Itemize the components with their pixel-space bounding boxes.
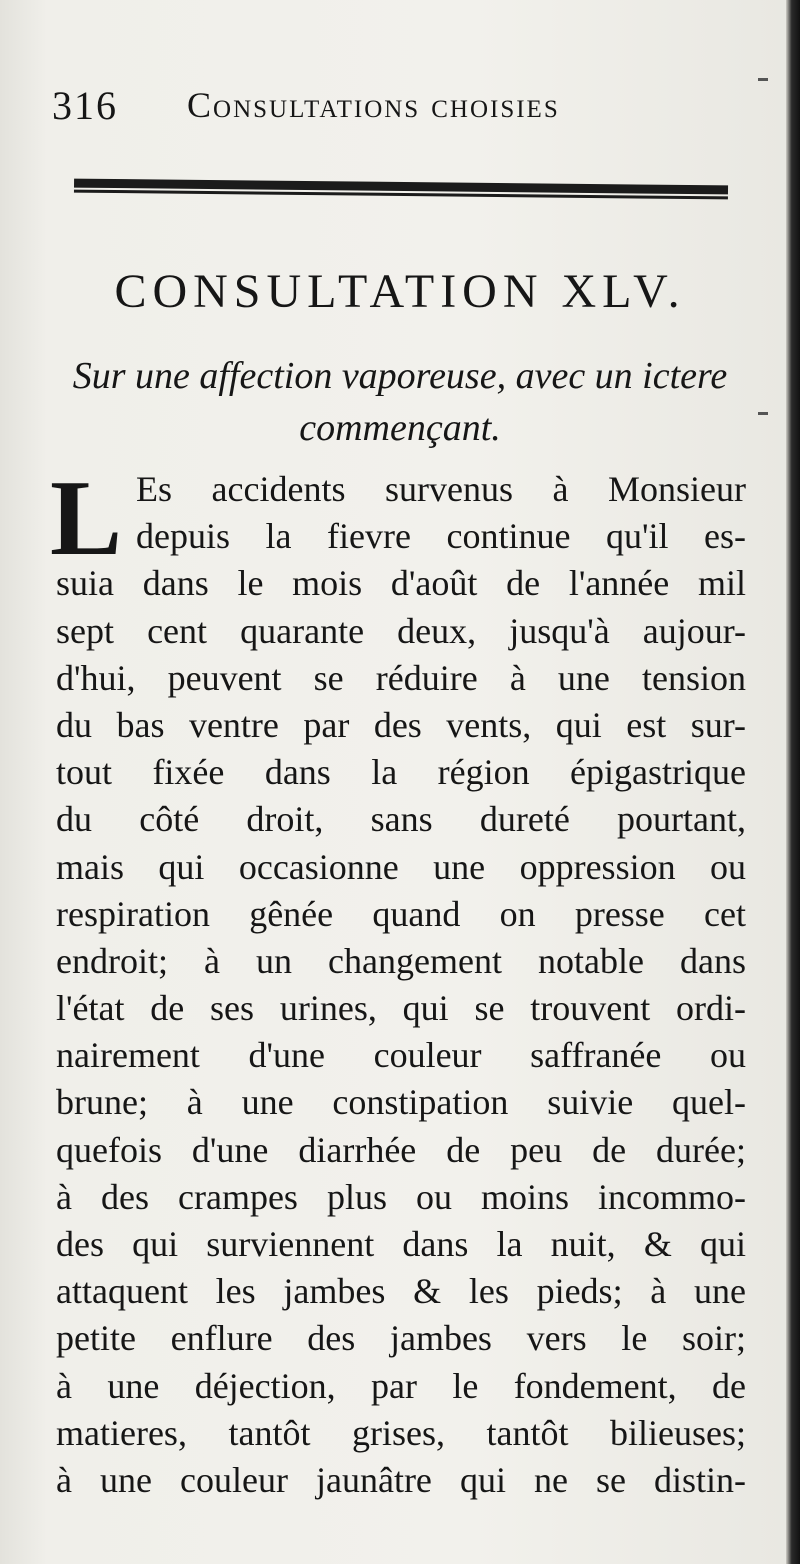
text-line: endroit; à un changement notable dans	[56, 940, 746, 981]
text-line: sept cent quarante deux, jusqu'à aujour-	[56, 610, 746, 651]
text-line: matieres, tantôt grises, tantôt bilieuses;	[56, 1412, 746, 1453]
text-line: mais qui occasionne une oppression ou	[56, 846, 746, 887]
body-text	[50, 459, 746, 1504]
text-line: attaquent les jambes & les pieds; à une	[56, 1271, 746, 1312]
text-line: petite enflure des jambes vers le soir;	[56, 1318, 746, 1359]
page-edge-shadow	[786, 0, 800, 1564]
text-line: depuis la fievre continue qu'il es-	[136, 516, 746, 557]
margin-mark	[758, 78, 768, 81]
text-line: brune; à une constipation suivie quel-	[56, 1082, 746, 1123]
consultation-title: CONSULTATION XLV.	[114, 265, 686, 318]
text-line: à une déjection, par le fondement, de	[56, 1365, 746, 1406]
text-line: Es accidents survenus à Monsieur	[136, 469, 746, 509]
text-line: respiration gênée quand on presse cet	[56, 893, 746, 934]
text-line: du bas ventre par des vents, qui est sur-	[56, 704, 746, 745]
text-line: à des crampes plus ou moins incommo-	[56, 1176, 746, 1217]
drop-cap: L	[50, 459, 123, 578]
text-line: d'hui, peuvent se réduire à une tension	[56, 657, 746, 698]
text-line: tout fixée dans la région épigastrique	[56, 752, 746, 793]
running-title: Consultations choisies	[187, 85, 560, 125]
running-head	[52, 82, 732, 132]
text-line: nairement d'une couleur saffranée ou	[56, 1035, 746, 1076]
text-line: suia dans le mois d'août de l'année mil	[56, 563, 746, 604]
text-line: l'état de ses urines, qui se trouvent ordi-	[56, 988, 746, 1029]
consultation-subtitle	[40, 350, 760, 454]
text-line: des qui surviennent dans la nuit, & qui	[56, 1224, 746, 1264]
text-line: quefois d'une diarrhée de peu de durée;	[56, 1129, 746, 1170]
margin-mark	[758, 412, 768, 415]
header-rule	[74, 179, 728, 200]
page-number: 316	[52, 83, 118, 128]
text-line: du côté droit, sans dureté pourtant,	[56, 799, 746, 840]
subtitle-line: Sur une affection vaporeuse, avec un ictere	[72, 355, 728, 397]
text-line: à une couleur jaunâtre qui ne se distin-	[56, 1459, 746, 1500]
subtitle-line: commençant.	[299, 407, 501, 449]
